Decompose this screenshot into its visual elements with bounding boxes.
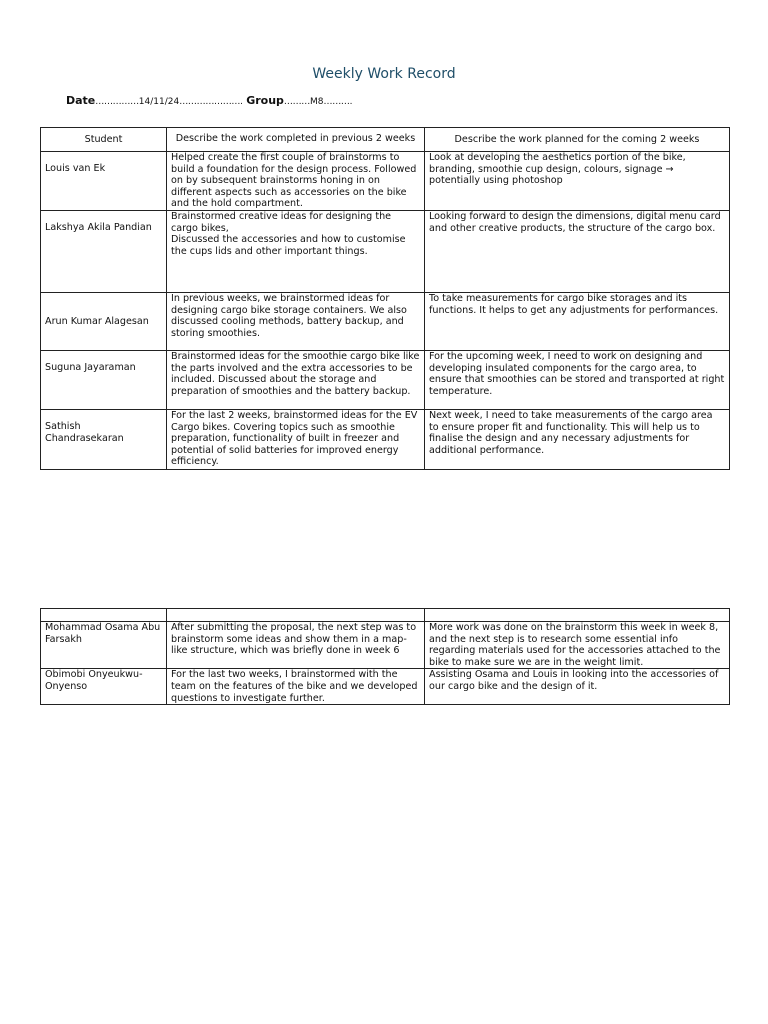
completed-cell: For the last two weeks, I brainstormed with the team on the features of the bike and we developed questions to investigate further. xyxy=(167,669,425,705)
work-record-table-continued xyxy=(40,608,730,705)
planned-cell: Assisting Osama and Louis in looking into the accessories of our cargo bike and the design of it. xyxy=(425,669,730,705)
date-label: Date xyxy=(66,94,96,107)
student-name: Louis van Ek xyxy=(41,152,167,211)
group-value: M8 xyxy=(310,97,324,107)
student-name: Lakshya Akila Pandian xyxy=(41,211,167,293)
planned-cell: Look at developing the aesthetics portion of the bike, branding, smoothie cup design, colours, signage → potentially using photoshop xyxy=(425,152,730,211)
empty-cell xyxy=(425,609,730,622)
group-label: Group xyxy=(246,94,284,107)
completed-line: Discussed the accessories and how to customise the cups lids and other important things. xyxy=(171,234,406,257)
empty-cell xyxy=(41,609,167,622)
planned-cell: Next week, I need to take measurements of the cargo area to ensure proper fit and functionality. This will help us to finalise the design and any necessary adjustments for additional performance. xyxy=(425,410,730,470)
planned-cell: For the upcoming week, I need to work on designing and developing insulated components for the cargo area, to ensure that smoothies can be stored and transported at right temperature. xyxy=(425,351,730,410)
date-dots-before: …………… xyxy=(95,97,139,107)
work-record-table xyxy=(40,127,730,470)
student-name: Arun Kumar Alagesan xyxy=(41,293,167,351)
table-row xyxy=(41,622,730,669)
empty-row xyxy=(41,609,730,622)
completed-line: Brainstormed creative ideas for designing the cargo bikes, xyxy=(171,211,392,234)
table-header-row xyxy=(41,128,730,152)
date-value: 14/11/24 xyxy=(138,97,180,107)
student-name: Sathish Chandrasekaran xyxy=(41,410,167,470)
table-row xyxy=(41,293,730,351)
completed-cell: After submitting the proposal, the next step was to brainstorm some ideas and show them in a map-like structure, which was briefly done in week 6 xyxy=(167,622,425,669)
student-name: Suguna Jayaraman xyxy=(41,351,167,410)
page-title: Weekly Work Record xyxy=(312,66,456,82)
completed-cell xyxy=(167,211,425,293)
table-row xyxy=(41,351,730,410)
empty-cell xyxy=(167,609,425,622)
table-row xyxy=(41,669,730,705)
date-dots-after: …………………. xyxy=(179,97,243,107)
header-completed: Describe the work completed in previous 2 weeks xyxy=(167,128,425,152)
completed-cell: Brainstormed ideas for the smoothie cargo bike like the parts involved and the extra accessories to be included. Discussed about the storage and preparation of smoothies and the battery backup. xyxy=(167,351,425,410)
header-student: Student xyxy=(41,128,167,152)
group-dots-before: ……… xyxy=(283,97,311,107)
date-group-line xyxy=(66,94,352,107)
table-row xyxy=(41,410,730,470)
planned-cell: To take measurements for cargo bike storages and its functions. It helps to get any adjustments for performances. xyxy=(425,293,730,351)
completed-cell: For the last 2 weeks, brainstormed ideas for the EV Cargo bikes. Covering topics such as smoothie preparation, functionality of built in freezer and potential of solid batteries for improved energy efficiency. xyxy=(167,410,425,470)
student-name: Mohammad Osama Abu Farsakh xyxy=(41,622,167,669)
completed-cell: In previous weeks, we brainstormed ideas for designing cargo bike storage containers. We also discussed cooling methods, battery backup, and storing smoothies. xyxy=(167,293,425,351)
group-dots-after: ………. xyxy=(323,97,353,107)
table-row xyxy=(41,211,730,293)
planned-cell: Looking forward to design the dimensions, digital menu card and other creative products, the structure of the cargo box. xyxy=(425,211,730,293)
student-name: Obimobi Onyeukwu-Onyenso xyxy=(41,669,167,705)
planned-cell: More work was done on the brainstorm this week in week 8, and the next step is to research some essential info regarding materials used for the accessories attached to the bike to make sure we are in the weight limit. xyxy=(425,622,730,669)
header-planned: Describe the work planned for the coming 2 weeks xyxy=(425,128,730,152)
completed-cell: Helped create the first couple of brainstorms to build a foundation for the design process. Followed on by subsequent brainstorms honing in on different aspects such as accessories on the bike and the hold compartment. xyxy=(167,152,425,211)
table-row xyxy=(41,152,730,211)
